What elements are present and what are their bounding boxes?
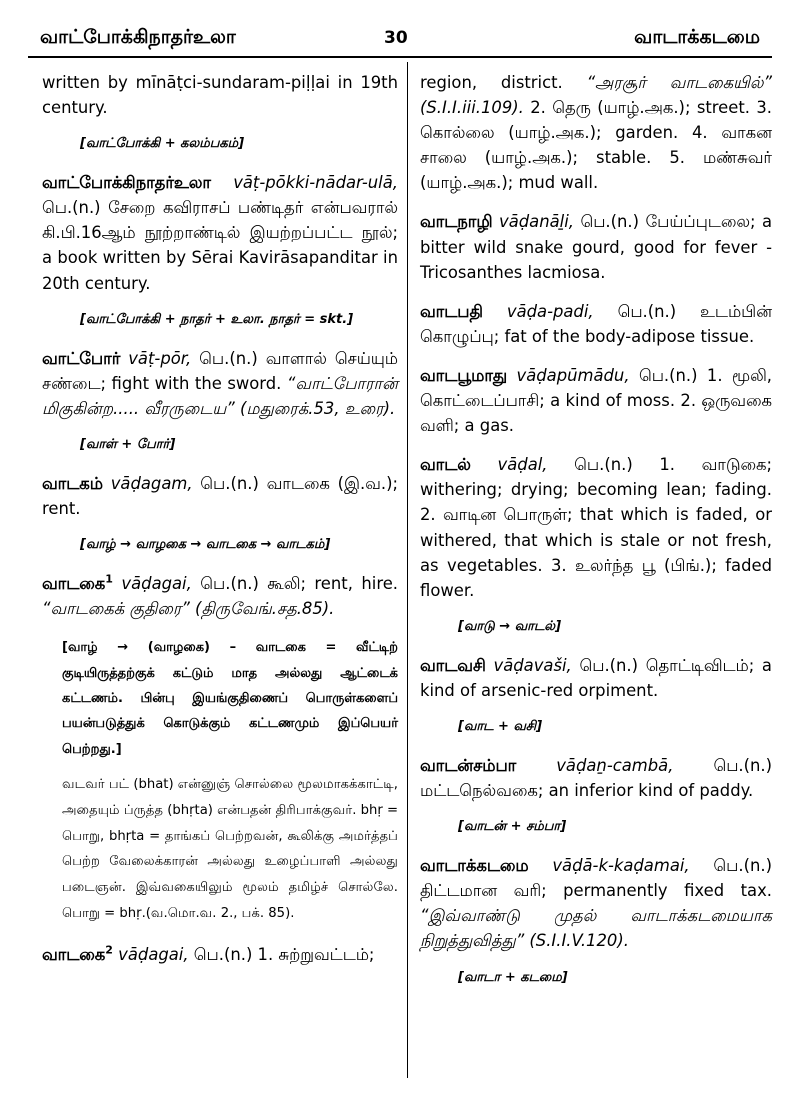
definition: region, district. xyxy=(420,73,563,92)
headword: வாட்போர் xyxy=(42,348,121,368)
headword: வாடநாழி xyxy=(420,212,493,232)
dictionary-entry xyxy=(42,471,398,521)
definition: பெ.(n.) உடம்பின் கொழுப்பு; fat of the body-adipose tissue. xyxy=(420,301,773,346)
definition: பெ.(n.) சேறை கவிராசப் பண்டிதர் என்பவரால் கி.பி.16ஆம் நூற்றாண்டில் இயற்றப்பட்ட நூல்; a book written by Sērai Kavirāsapanditar in 20th century. xyxy=(42,198,398,293)
headword: வாடகம் xyxy=(42,473,103,493)
headword: வாடன்சம்பா xyxy=(420,755,517,775)
etymology: [வாட்போக்கி + நாதர் + உலா. நாதர் = skt.] xyxy=(80,311,354,327)
etymology: [வாடா + கடமை] xyxy=(458,969,568,985)
dictionary-entry xyxy=(420,753,772,803)
transliteration: vāḍagai, xyxy=(118,945,189,965)
definition: பெ.(n.) திட்டமான வரி; permanently fixed tax. xyxy=(420,856,772,901)
transliteration: vāḍagai, xyxy=(121,574,192,594)
dictionary-entry xyxy=(420,653,772,703)
definition: பெ.(n.) 1. சுற்றுவட்டம்; xyxy=(193,945,375,965)
headword: வாடாக்கடமை xyxy=(420,856,529,876)
transliteration: vāḍavaši, xyxy=(493,655,572,675)
transliteration: vāḍagam, xyxy=(110,473,193,493)
headword: வாடகை xyxy=(42,945,106,965)
dictionary-entry xyxy=(42,942,398,967)
definition: பெ.(n.) வாளால் செய்யும் சண்டை; fight with the sword. xyxy=(42,348,398,393)
headword: வாடல் xyxy=(420,455,471,475)
dictionary-entry xyxy=(42,346,398,421)
running-head-left: வாட்போக்கிநாதர்உலா xyxy=(40,26,236,48)
citation: “வாடகைக் குதிரை” (திருவேங்.சத.85). xyxy=(42,599,335,619)
dictionary-entry xyxy=(42,571,398,621)
dictionary-entry xyxy=(420,452,772,603)
right-column xyxy=(420,70,772,1004)
headword: வாடபூமாது xyxy=(420,365,508,385)
transliteration: vāḍal, xyxy=(497,455,548,475)
headword: வாடகை xyxy=(42,574,106,594)
column-divider xyxy=(407,62,408,1078)
page-header xyxy=(0,0,800,54)
etymology: [வாள் + போர்] xyxy=(80,436,176,452)
definition: பெ.(n.) பேய்ப்புடலை; a bitter wild snake gourd, good for fever - Tricosanthes lacmiosa. xyxy=(420,212,773,282)
etymology-discussion: வடவர் பட் (bhat) என்னுஞ் சொல்லை மூலமாகக்காட்டி, அதையும் ப்ருத்த (bhṛta) என்பதன் திரிபாக்குவர். bhṛ = பொறு, bhṛta = தாங்கப் பெற்றவன், கூலிக்கு அமர்த்தப் பெற்ற வேலைக்காரன் அல்லது உழைப்பாளி அல்லது படைஞன். இவ்வகையிலும் மூலம் தமிழ்ச் சொல்லே. பொறு = bhṛ.(வ.மொ.வ. 2., பக். 85). xyxy=(62,777,398,921)
entry-continuation: written by mīnāṭci-sundaram-piḷḷai in 19th century. xyxy=(42,73,398,118)
page-number: 30 xyxy=(384,28,408,48)
citation: “இவ்வாண்டு முதல் வாடாக்கடமையாக நிறுத்துவித்து” (S.I.I.V.120). xyxy=(420,906,772,951)
header-rule xyxy=(28,56,772,58)
definition: பெ.(n.) கூலி; rent, hire. xyxy=(200,574,398,594)
citation: “அரசூர் வாடகையில்” (S.I.I.iii.109). xyxy=(420,73,773,118)
transliteration: vāṭ-pōkki-nādar-ulā, xyxy=(233,173,398,193)
dictionary-entry xyxy=(420,363,772,438)
transliteration: vāḍaṉ-cambā, xyxy=(556,755,674,775)
dictionary-entry xyxy=(420,853,772,953)
etymology: [வாழ் → வாழகை → வாடகை → வாடகம்] xyxy=(80,537,331,553)
definition: பெ.(n.) 1. வாடுகை; withering; drying; becoming lean; fading. 2. வாடின பொருள்; that which is faded, or withered, that which is stale or not fresh, as vegetables. 3. உலர்ந்த பூ (பிங்.); faded flower. xyxy=(420,455,772,600)
definition: பெ.(n.) மட்டநெல்வகை; an inferior kind of paddy. xyxy=(420,755,772,801)
dictionary-entry xyxy=(42,170,398,295)
etymology: [வாட்போக்கி + கலம்பகம்] xyxy=(80,136,245,152)
dictionary-entry xyxy=(420,299,772,349)
transliteration: vāḍapūmādu, xyxy=(516,365,630,385)
transliteration: vāḍa-padi, xyxy=(506,301,594,321)
transliteration: vāṭ-pōr, xyxy=(128,348,192,368)
entry-continuation xyxy=(420,70,772,195)
definition: பெ.(n.) 1. மூலி, கொட்டைப்பாசி; a kind of moss. 2. ஒருவகை வளி; a gas. xyxy=(420,365,772,436)
etymology: [வாடன் + சம்பா] xyxy=(458,819,567,835)
headword: வாடபதி xyxy=(420,301,483,321)
homonym-number: 1 xyxy=(105,572,113,586)
etymology-note: [வாழ் → (வாழகை) – வாடகை = வீட்டிற் குடியிருத்தற்குக் கட்டும் மாத அல்லது ஆட்டைக் கட்டணம். பின்பு இயங்குதிணைப் பொருள்களைப் பயன்படுத்துக் கொடுக்கும் கட்டணமும் இப்பெயர் பெற்றது.] xyxy=(62,640,398,757)
dictionary-entry xyxy=(420,209,772,284)
transliteration: vāḍā-k-kaḍamai, xyxy=(552,856,690,876)
headword: வாட்போக்கிநாதர்உலா xyxy=(42,173,211,193)
transliteration: vāḍanāḻi, xyxy=(499,212,574,232)
headword: வாடவசி xyxy=(420,655,486,675)
definition: பெ.(n.) வாடகை (இ.வ.); rent. xyxy=(42,473,398,519)
homonym-number: 2 xyxy=(105,943,113,957)
etymology: [வாட + வசி] xyxy=(458,718,543,734)
running-head-right: வாடாக்கடமை xyxy=(634,26,760,48)
definition: பெ.(n.) தொட்டிவிடம்; a kind of arsenic-red orpiment. xyxy=(420,655,772,700)
citation: “வாட்போரான் மிகுகின்ற..... வீரருடைய” (மதுரைக்.53, உரை). xyxy=(42,373,398,418)
left-column xyxy=(42,70,398,968)
etymology: [வாடு → வாடல்] xyxy=(458,618,562,634)
definition: 2. தெரு (யாழ்.அக.); street. 3. கொல்லை (யாழ்.அக.); garden. 4. வாகன சாலை (யாழ்.அக.); stable. 5. மண்சுவர் (யாழ்.அக.); mud wall. xyxy=(420,98,772,193)
